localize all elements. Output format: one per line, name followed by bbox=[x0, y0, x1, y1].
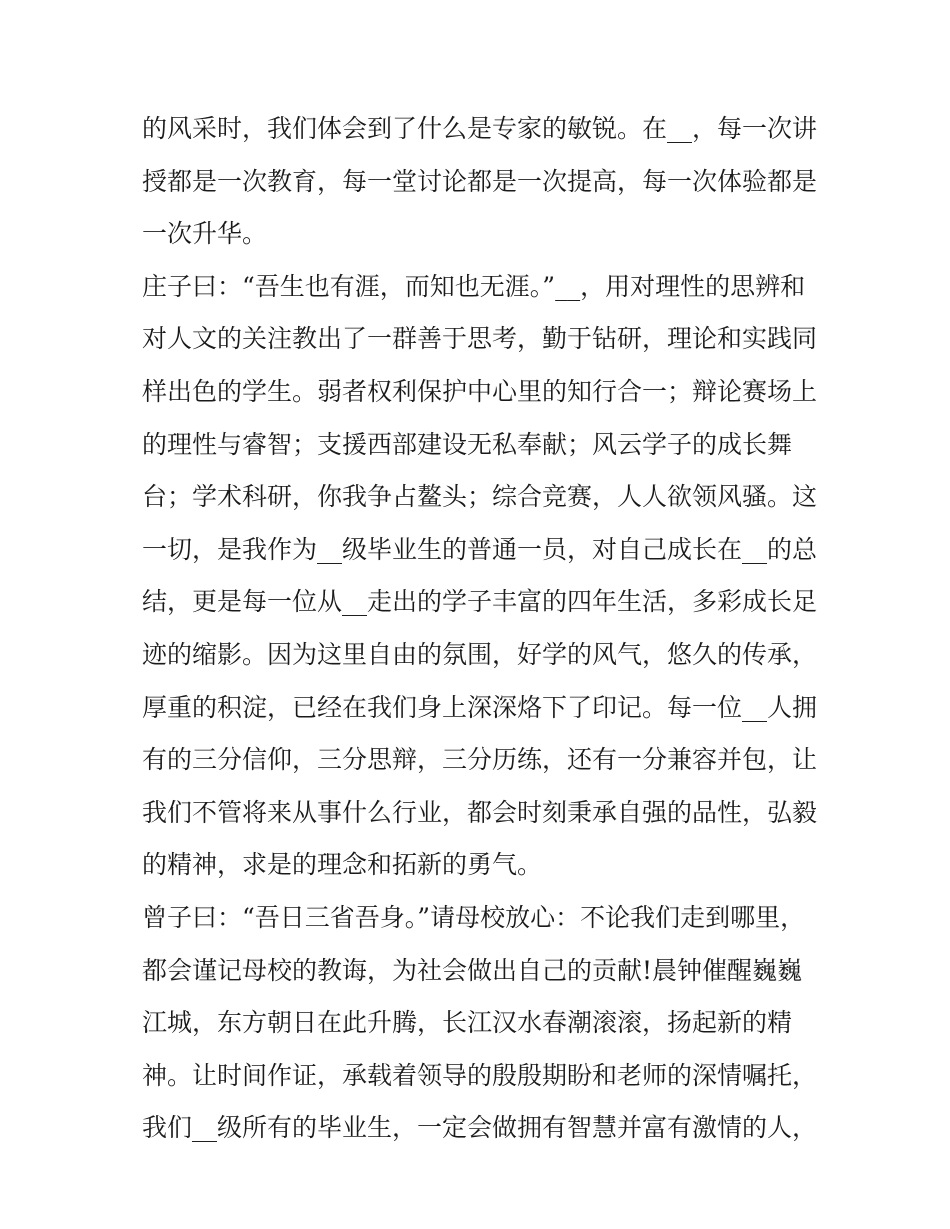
text-line: 我们不管将来从事什么行业，都会时刻秉承自强的品性，弘毅 bbox=[142, 797, 818, 827]
text-line: 一切，是我作为__级毕业生的普通一员，对自己成长在__的总 bbox=[142, 534, 818, 564]
text-line: 台；学术科研，你我争占鳌头；综合竞赛，人人欲领风骚。这 bbox=[142, 482, 818, 512]
text-line: 都会谨记母校的教诲，为社会做出自己的贡献!晨钟催醒巍巍 bbox=[142, 955, 803, 985]
text-line: 结，更是每一位从__走出的学子丰富的四年生活，多彩成长足 bbox=[142, 587, 818, 617]
text-line: 样出色的学生。弱者权利保护中心里的知行合一；辩论赛场上 bbox=[142, 376, 818, 406]
text-line: 厚重的积淀，已经在我们身上深深烙下了印记。每一位__人拥 bbox=[142, 692, 818, 722]
text-line: 授都是一次教育，每一堂讨论都是一次提高，每一次体验都是 bbox=[142, 166, 818, 196]
text-line: 迹的缩影。因为这里自由的氛围，好学的风气，悠久的传承， bbox=[142, 639, 818, 669]
text-line: 的理性与睿智；支援西部建设无私奉献；风云学子的成长舞 bbox=[142, 429, 793, 459]
text-line: 我们__级所有的毕业生，一定会做拥有智慧并富有激情的人， bbox=[142, 1113, 818, 1143]
body-text bbox=[142, 108, 822, 1160]
text-line: 庄子曰：“吾生也有涯，而知也无涯。”__，用对理性的思辨和 bbox=[142, 271, 806, 301]
text-line: 曾子曰：“吾日三省吾身。”请母校放心：不论我们走到哪里， bbox=[142, 902, 806, 932]
text-line: 江城，东方朝日在此升腾，长江汉水春潮滚滚，扬起新的精 bbox=[142, 1008, 793, 1038]
text-line: 一次升华。 bbox=[142, 219, 268, 249]
text-line: 神。让时间作证，承载着领导的殷殷期盼和老师的深情嘱托， bbox=[142, 1060, 818, 1090]
text-line: 对人文的关注教出了一群善于思考，勤于钻研，理论和实践同 bbox=[142, 324, 818, 354]
text-line: 的风采时，我们体会到了什么是专家的敏锐。在__，每一次讲 bbox=[142, 114, 818, 143]
text-line: 的精神，求是的理念和拓新的勇气。 bbox=[142, 850, 543, 880]
text-line: 有的三分信仰，三分思辩，三分历练，还有一分兼容并包，让 bbox=[142, 745, 818, 775]
